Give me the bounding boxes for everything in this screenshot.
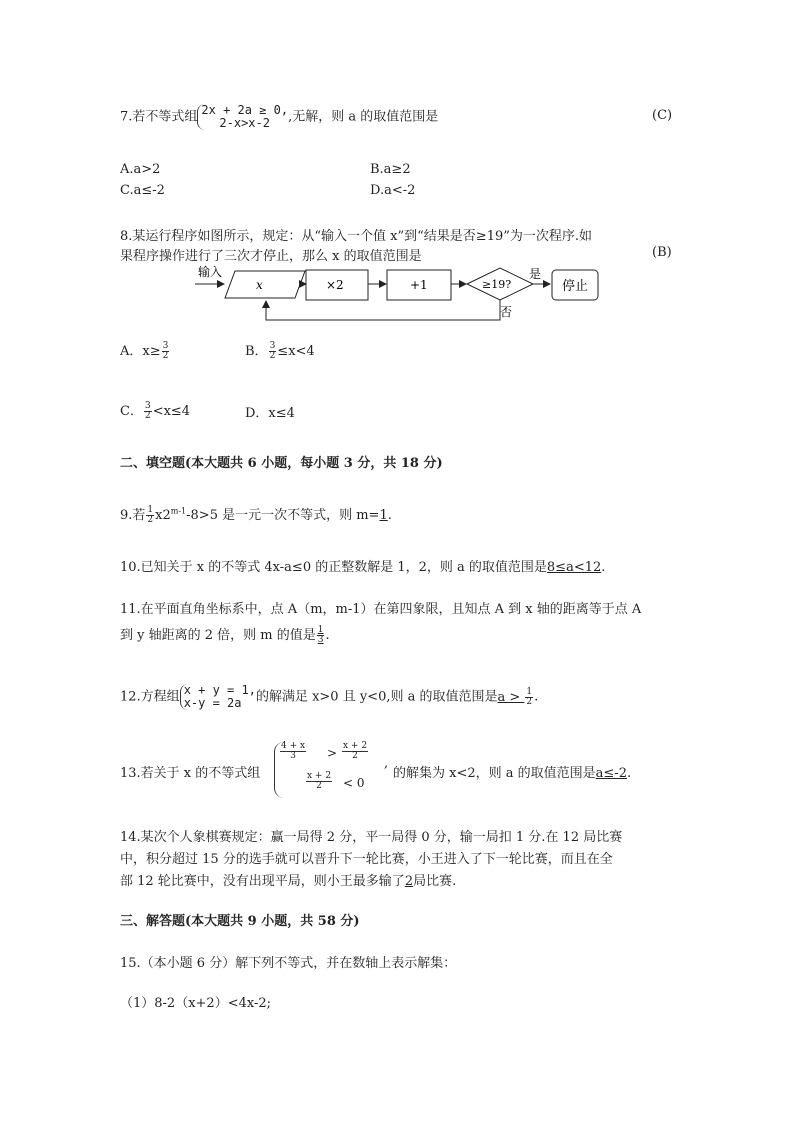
q14-line1: 14.某次个人象棋赛规定：赢一局得 2 分，平一局得 0 分，输一局扣 1 分.在 12 局比赛	[120, 830, 623, 845]
q7-option-d: D.a<-2	[370, 183, 416, 198]
q7-inequality-system	[197, 104, 288, 130]
q14-line2: 中，积分超过 15 分的选手就可以晋升下一轮比赛，小王进入了下一轮比赛，而且在全	[120, 852, 613, 867]
flow-input-label: 输入	[198, 265, 223, 279]
q8-answer: (B)	[652, 245, 672, 260]
q13-fraction-1: $\frac{4 + x}{3}$	[281, 741, 306, 761]
q14-answer: 2	[404, 874, 414, 889]
q7-line1: 2x + 2a ≥ 0,	[201, 103, 289, 117]
q8-option-a-fraction: $\frac{3}{2}$	[162, 341, 169, 361]
q9-fraction: $\frac{1}{2}$	[147, 505, 154, 525]
q11-line1: 11.在平面直角坐标系中，点 A（m，m-1）在第四象限，且知点 A 到 x 轴的距离等于点 A	[120, 602, 642, 617]
q7-line2: 2-x>x-2	[219, 116, 270, 130]
q13-comma: ,	[384, 756, 389, 771]
question-9: 9.若 $\frac{1}{2}$ $x2^{m-1}-8>5$ 是一元一次不等式，则 m=1.	[120, 505, 392, 525]
q8-option-c-fraction: $\frac{3}{2}$	[144, 401, 151, 421]
q15-text: 15.（本小题 6 分）解下列不等式，并在数轴上表示解集：	[120, 956, 457, 971]
question-7	[120, 104, 438, 130]
q13-fraction-3: $\frac{x + 2}{2}$	[307, 771, 332, 791]
q13-gt: >	[327, 746, 338, 760]
flow-box-x: x	[256, 278, 263, 292]
q14-line3: 部 12 轮比赛中，没有出现平局，则小王最多输了2局比赛.	[120, 874, 457, 889]
q7-option-c: C.a≤-2	[120, 183, 165, 198]
q8-line2: 果程序操作进行了三次才停止，那么 x 的取值范围是	[120, 249, 422, 264]
q7-option-a: A.a>2	[120, 162, 161, 177]
q12-line2: x-y = 2a	[183, 696, 242, 710]
q13-inequality-system	[274, 742, 375, 798]
q8-line1: 8.某运行程序如图所示，规定：从“输入一个值 x”到“结果是否≥19”为一次程序.如	[120, 229, 593, 244]
q13-rest: 的解集为 x<2，则 a 的取值范围是a≤-2.	[393, 766, 632, 781]
q8-option-b: B． $\frac{3}{2}$ ≤x<4	[245, 341, 315, 361]
q13-fraction-2: $\frac{x + 2}{2}$	[343, 741, 368, 761]
q13-prefix: 13.若关于 x 的不等式组	[120, 766, 261, 781]
flow-yes-label: 是	[529, 267, 542, 281]
q7-suffix: ,无解，则 a 的取值范围是	[288, 109, 439, 125]
question-10: 10.已知关于 x 的不等式 4x-a≤0 的正整数解是 1，2，则 a 的取值范围是8≤a<12.	[120, 560, 606, 575]
flow-stop-label: 停止	[562, 279, 589, 294]
q8-option-c: C． $\frac{3}{2}$ <x≤4	[120, 401, 191, 421]
q11-answer-fraction: $\frac{1}{3}$	[317, 625, 324, 645]
q8-option-d: D．x≤4	[245, 406, 295, 421]
flow-box-add-label: +1	[410, 278, 428, 292]
q13-lt0: < 0	[343, 776, 365, 790]
flow-no-label: 否	[500, 305, 513, 319]
q12-line1: x + y = 1,	[183, 683, 256, 697]
flow-diamond-label: ≥19?	[482, 278, 512, 291]
q7-answer: (C)	[652, 108, 673, 123]
section-3-heading: 三、解答题(本大题共 9 小题，共 58 分)	[120, 914, 360, 929]
q13-answer: a≤-2	[595, 766, 627, 781]
q10-answer: 8≤a<12	[546, 560, 602, 575]
flow-arrow-loop	[266, 300, 500, 320]
q8-option-b-fraction: $\frac{3}{2}$	[269, 341, 276, 361]
q11-line2: 到 y 轴距离的 2 倍，则 m 的值是 $\frac{1}{3}$ .	[120, 625, 330, 645]
q7-option-b: B.a≥2	[370, 162, 411, 177]
flow-box-multiply-label: ×2	[326, 278, 344, 292]
q12-answer: a > $\frac{1}{2}$	[497, 686, 533, 707]
question-12: 12.方程组 x + y = 1, x-y = 2a 的解满足 x>0 且 y<0,则 a 的取值范围是a > $\frac{1}{2}$ .	[120, 683, 539, 710]
q8-flowchart	[190, 262, 610, 328]
section-2-heading: 二、填空题(本大题共 6 小题，每小题 3 分，共 18 分)	[120, 456, 443, 471]
q9-answer: 1	[379, 508, 388, 523]
flow-input-parallelogram	[225, 271, 305, 298]
q15-sub1: （1）8-2（x+2）<4x-2;	[120, 996, 272, 1011]
q7-prefix: 7.若不等式组	[120, 109, 198, 125]
q12-equation-system	[180, 684, 256, 710]
q8-option-a: A．x≥ $\frac{3}{2}$	[120, 341, 169, 361]
